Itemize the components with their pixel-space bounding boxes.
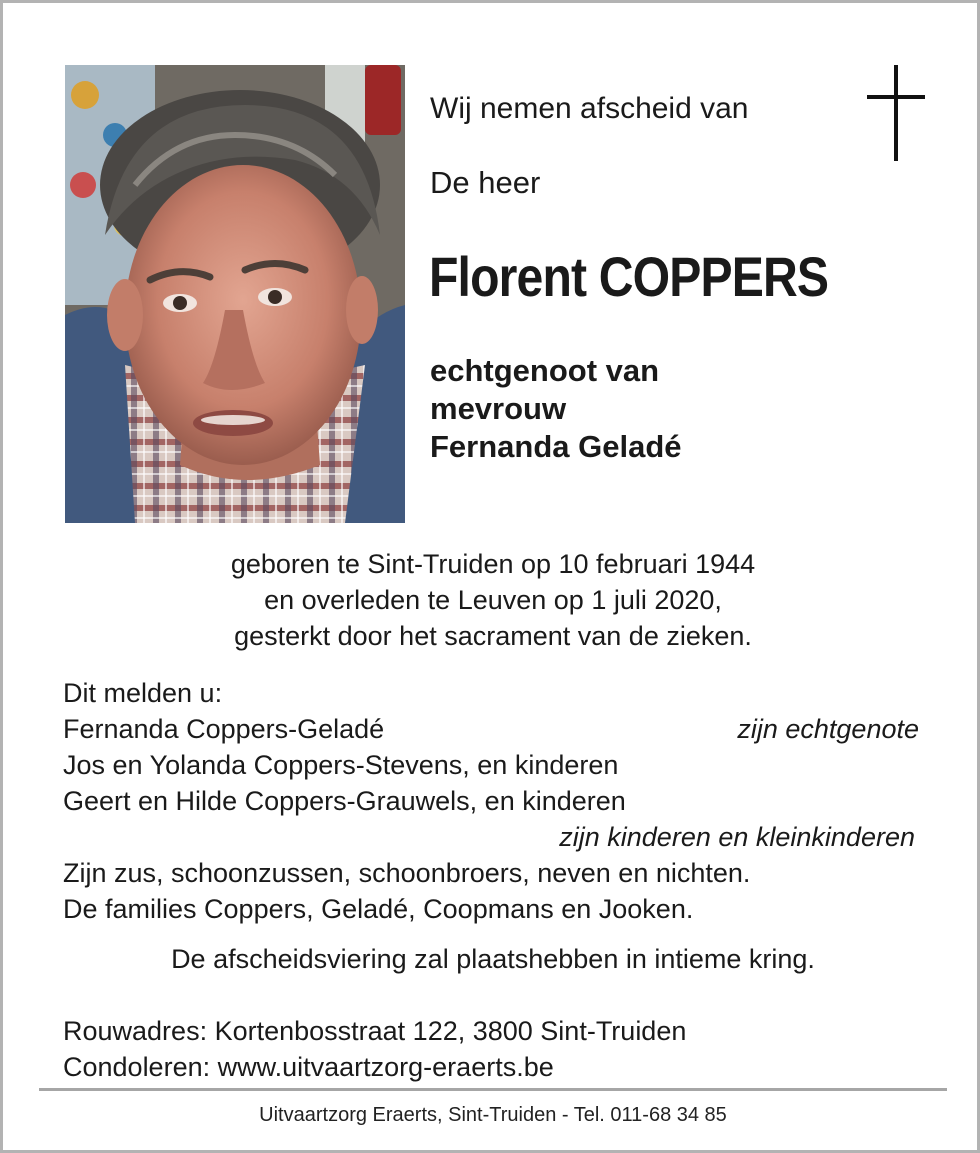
- intro-text: Wij nemen afscheid van: [430, 92, 749, 125]
- children-role: zijn kinderen en kleinkinderen: [559, 822, 915, 852]
- cross-icon: [867, 65, 925, 163]
- deceased-name: Florent COPPERS: [429, 245, 829, 308]
- funeral-home-footer: Uitvaartzorg Eraerts, Sint-Truiden - Tel. 011-68 34 85: [259, 1104, 727, 1126]
- spouse-name: Fernanda Geladé: [430, 429, 682, 464]
- list-item: [63, 711, 923, 747]
- mourning-address: Rouwadres: Kortenbosstraat 122, 3800 Sint-Truiden: [63, 1016, 687, 1046]
- sacrament-line: gesterkt door het sacrament van de zieken.: [234, 621, 752, 651]
- list-item: Geert en Hilde Coppers-Grauwels, en kinderen: [63, 786, 626, 816]
- list-item: De families Coppers, Geladé, Coopmans en Jooken.: [63, 894, 694, 924]
- life-details: [3, 546, 980, 654]
- ceremony-text: De afscheidsviering zal plaatshebben in intieme kring.: [171, 944, 815, 974]
- list-item: Jos en Yolanda Coppers-Stevens, en kinderen: [63, 750, 619, 780]
- portrait-illustration: [65, 65, 405, 523]
- contact-block: [63, 1013, 686, 1085]
- list-item: [63, 819, 923, 855]
- portrait-photo: [65, 65, 405, 523]
- spouse-line: mevrouw: [430, 391, 567, 426]
- condolence-website: Condoleren: www.uitvaartzorg-eraerts.be: [63, 1052, 554, 1082]
- announcement-heading: Dit melden u:: [63, 678, 223, 708]
- spouse-role: zijn echtgenote: [737, 714, 919, 744]
- spouse-family-name: Fernanda Coppers-Geladé: [63, 714, 385, 744]
- spouse-line: echtgenoot van: [430, 353, 660, 388]
- list-item: Zijn zus, schoonzussen, schoonbroers, neven en nichten.: [63, 858, 751, 888]
- divider: [39, 1088, 947, 1091]
- honorific: De heer: [430, 165, 541, 200]
- death-line: en overleden te Leuven op 1 juli 2020,: [264, 585, 722, 615]
- birth-line: geboren te Sint-Truiden op 10 februari 1944: [230, 549, 756, 579]
- family-announcement: [63, 675, 923, 927]
- spouse-block: [430, 352, 682, 466]
